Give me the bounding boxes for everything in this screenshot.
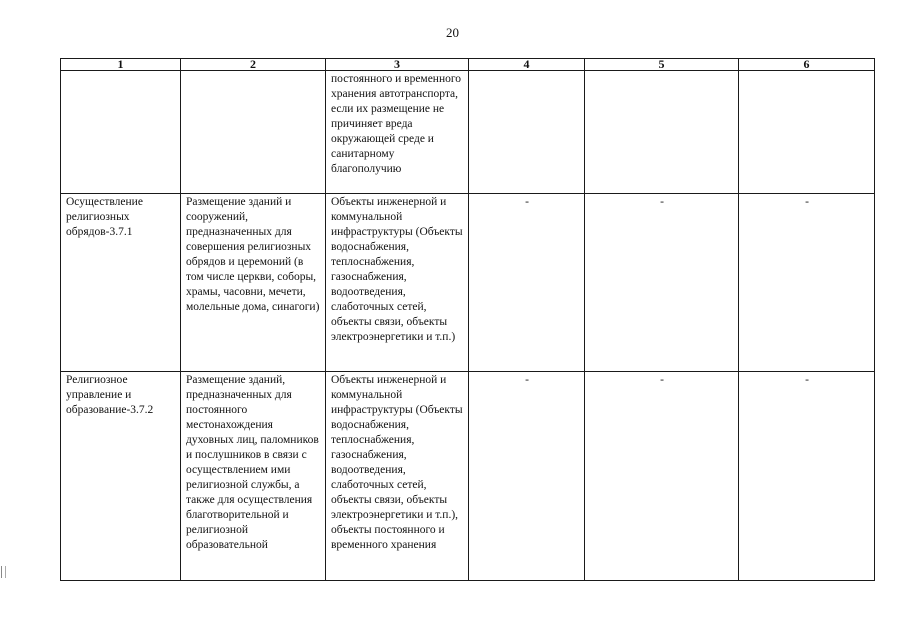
cell-col4: - (469, 194, 585, 372)
cell-col4: - (469, 372, 585, 581)
cell-use-type: Осуществление религиозных обрядов-3.7.1 (61, 194, 181, 372)
scan-margin-mark (1, 566, 6, 578)
cell-col6: - (739, 372, 875, 581)
land-use-table (60, 58, 875, 581)
cell-auxiliary-uses: Объекты инженерной и коммунальной инфраструктуры (Объекты водоснабжения, теплоснабжения, газоснабжения, водоотведения, слаботочных сетей, объекты связи, объекты электроэнергетики и т.п.), объекты постоянного и временного хранения (326, 372, 469, 581)
table-row (61, 71, 875, 194)
table-row (61, 372, 875, 581)
cell-use-type (61, 71, 181, 194)
cell-col6 (739, 71, 875, 194)
column-header-1: 1 (61, 59, 181, 71)
column-header-5: 5 (585, 59, 739, 71)
cell-col4 (469, 71, 585, 194)
cell-description: Размещение зданий и сооружений, предназначенных для совершения религиозных обрядов и церемоний (в том числе церкви, соборы, храмы, часовни, мечети, молельные дома, синагоги) (181, 194, 326, 372)
column-header-6: 6 (739, 59, 875, 71)
cell-col5: - (585, 194, 739, 372)
page-number: 20 (446, 25, 459, 40)
cell-col5: - (585, 372, 739, 581)
column-header-3: 3 (326, 59, 469, 71)
cell-col5 (585, 71, 739, 194)
cell-auxiliary-uses: Объекты инженерной и коммунальной инфраструктуры (Объекты водоснабжения, теплоснабжения, газоснабжения, водоотведения, слаботочных сетей, объекты связи, объекты электроэнергетики и т.п.) (326, 194, 469, 372)
table-row (61, 194, 875, 372)
cell-col6: - (739, 194, 875, 372)
cell-use-type: Религиозное управление и образование-3.7.2 (61, 372, 181, 581)
column-header-2: 2 (181, 59, 326, 71)
cell-description (181, 71, 326, 194)
column-header-4: 4 (469, 59, 585, 71)
cell-description: Размещение зданий, предназначенных для постоянного местонахождения духовных лиц, паломников и послушников в связи с осуществлением ими религиозной службы, а также для осуществления благотворительной и религиозной образовательной (181, 372, 326, 581)
cell-auxiliary-uses: постоянного и временного хранения автотранспорта, если их размещение не причиняет вреда окружающей среде и санитарному благополучию (326, 71, 469, 194)
table-header-row (61, 59, 875, 71)
